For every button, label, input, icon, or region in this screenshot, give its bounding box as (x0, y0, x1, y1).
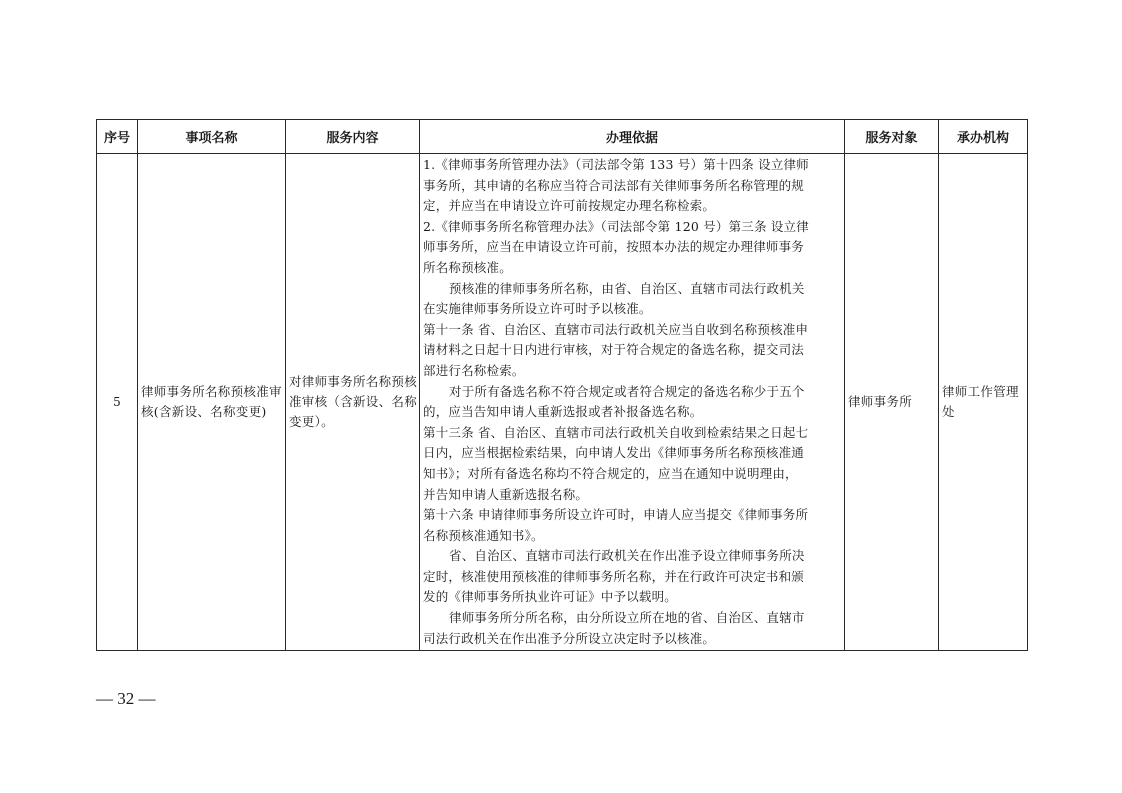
basis-line: 2.《律师事务所名称管理办法》（司法部令第 120 号）第三条 设立律 (423, 218, 809, 234)
table-header-row (97, 120, 1028, 154)
service-items-table (96, 119, 1028, 651)
table-row (97, 154, 1028, 651)
basis-line: 第十一条 省、自治区、直辖市司法行政机关应当自收到名称预核准申 (423, 321, 809, 337)
basis-line: 在实施律师事务所设立许可时予以核准。 (423, 301, 652, 317)
basis-line: 请材料之日起十日内进行审核，对于符合规定的备选名称，提交司法 (423, 342, 805, 358)
basis-line: 第十三条 省、自治区、直辖市司法行政机关自收到检索结果之日起七 (423, 424, 809, 440)
basis-line: 事务所，其申请的名称应当符合司法部有关律师事务所名称管理的规 (423, 177, 805, 193)
header-service-content: 服务内容 (286, 120, 420, 154)
header-service-target: 服务对象 (845, 120, 939, 154)
header-organizer: 承办机构 (939, 120, 1028, 154)
basis-line: 知书》；对所有备选名称均不符合规定的，应当在通知中说明理由， (423, 465, 798, 481)
cell-item-name: 律师事务所名称预核准审核(含新设、名称变更) (138, 154, 286, 651)
basis-line: 发的《律师事务所执业许可证》中予以载明。 (423, 589, 678, 605)
cell-service-content: 对律师事务所名称预核准审核（含新设、名称变更）。 (286, 154, 420, 651)
basis-line: 所名称预核准。 (423, 259, 512, 275)
basis-line: 并告知申请人重新选报名称。 (423, 486, 589, 502)
cell-service-target: 律师事务所 (845, 154, 939, 651)
basis-line: 师事务所，应当在申请设立许可前，按照本办法的规定办理律师事务 (423, 239, 805, 255)
header-item-name: 事项名称 (138, 120, 286, 154)
basis-line: 预核准的律师事务所名称，由省、自治区、直辖市司法行政机关 (449, 280, 805, 296)
cell-organizer: 律师工作管理处 (939, 154, 1028, 651)
basis-line: 部进行名称检索。 (423, 362, 525, 378)
header-seq: 序号 (97, 120, 138, 154)
basis-line: 1.《律师事务所管理办法》（司法部令第 133 号）第十四条 设立律师 (423, 157, 809, 172)
basis-text (423, 155, 842, 649)
cell-seq: 5 (97, 154, 138, 651)
basis-line: 名称预核准通知书》。 (423, 527, 544, 543)
page-number: — 32 — (96, 689, 156, 708)
basis-line: 定时，核准使用预核准的律师事务所名称，并在行政许可决定书和颁 (423, 568, 805, 584)
cell-basis (420, 154, 845, 651)
basis-line: 日内，应当根据检索结果，向申请人发出《律师事务所名称预核准通 (423, 445, 805, 461)
basis-line: 定，并应当在申请设立许可前按规定办理名称检索。 (423, 198, 716, 214)
basis-line: 的，应当告知申请人重新选报或者补报备选名称。 (423, 404, 703, 420)
basis-line: 律师事务所分所名称，由分所设立所在地的省、自治区、直辖市 (449, 610, 805, 626)
basis-line: 司法行政机关在作出准予分所设立决定时予以核准。 (423, 630, 716, 646)
basis-line: 第十六条 申请律师事务所设立许可时，申请人应当提交《律师事务所 (423, 507, 809, 523)
basis-line: 对于所有备选名称不符合规定或者符合规定的备选名称少于五个 (449, 383, 805, 399)
basis-line: 省、自治区、直辖市司法行政机关在作出准予设立律师事务所决 (449, 548, 805, 564)
header-basis: 办理依据 (420, 120, 845, 154)
